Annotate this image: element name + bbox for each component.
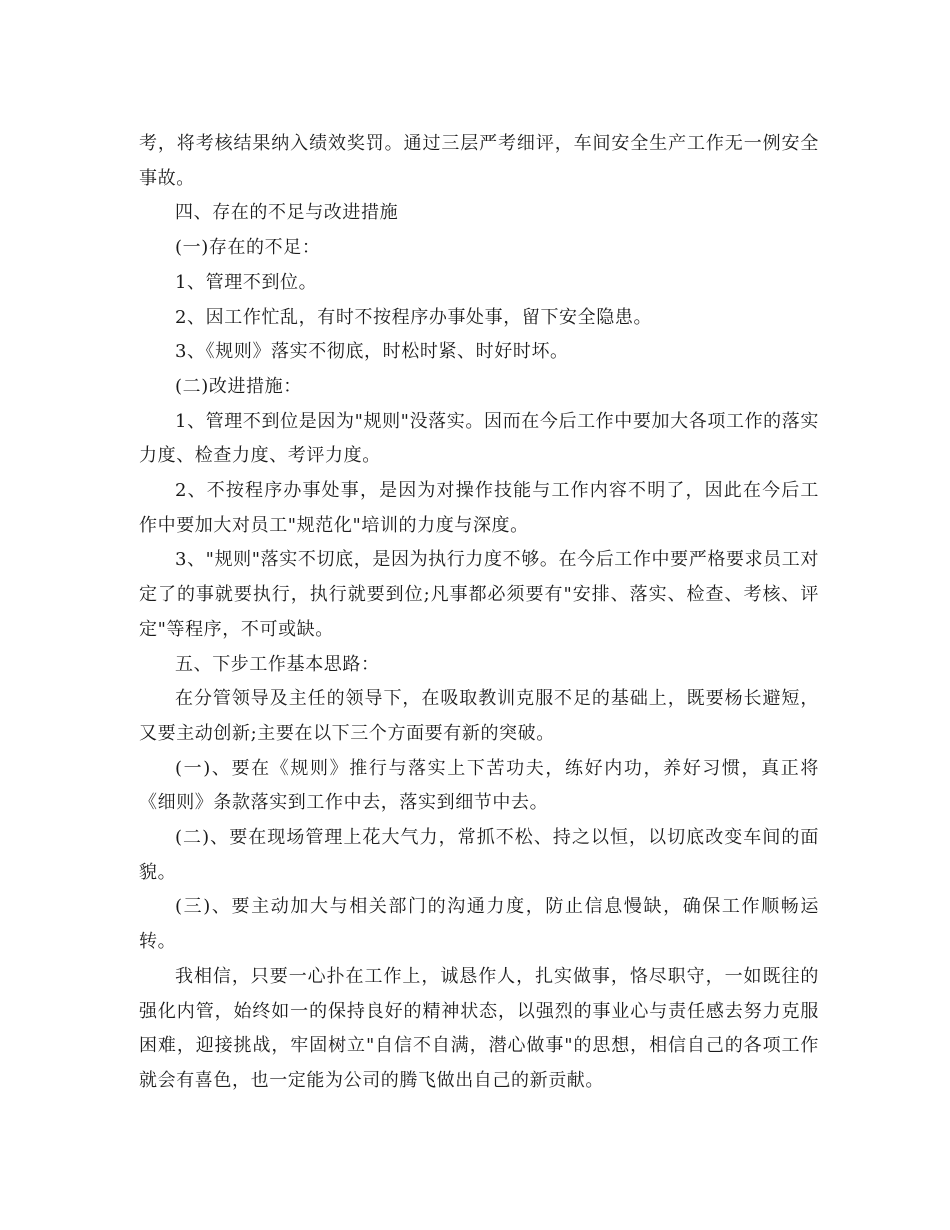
section-heading-shortcomings: 四、存在的不足与改进措施	[175, 202, 399, 224]
list-item: (二)、要在现场管理上花大气力，常抓不松、持之以恒，以切底改变车间的面貌。	[139, 827, 819, 883]
list-item: 2、不按程序办事处事，是因为对操作技能与工作内容不明了，因此在今后工作中要加大对员工"规范化"培训的力度与深度。	[139, 480, 819, 536]
list-item: 1、管理不到位。	[175, 271, 318, 293]
list-item: (三)、要主动加大与相关部门的沟通力度，防止信息慢缺，确保工作顺畅运转。	[139, 896, 819, 953]
paragraph-continuation: 考，将考核结果纳入绩效奖罚。通过三层严考细评，车间安全生产工作无一例安全事故。	[139, 133, 819, 189]
subheading-improvements: (二)改进措施：	[175, 375, 302, 397]
closing-paragraph: 我相信，只要一心扑在工作上，诚恳作人，扎实做事，恪尽职守，一如既往的强化内管，始终如一的保持良好的精神状态，以强烈的事业心与责任感去努力克服困难，迎接挑战，牢固树立"自信不自满，潜心做事"的思想，相信自己的各项工作就会有喜色，也一定能为公司的腾飞做出自己的新贡献。	[139, 965, 819, 1091]
subheading-shortcomings: (一)存在的不足：	[175, 237, 321, 259]
list-item: (一)、要在《规则》推行与落实上下苦功夫，练好内功，养好习惯，真正将《细则》条款落实到工作中去，落实到细节中去。	[139, 757, 819, 814]
list-item: 2、因工作忙乱，有时不按程序办事处事，留下安全隐患。	[175, 306, 653, 328]
section-heading-next-steps: 五、下步工作基本思路：	[175, 653, 380, 675]
list-item: 3、《规则》落实不彻底，时松时紧、时好时坏。	[175, 341, 569, 363]
document-body	[139, 127, 819, 1099]
list-item: 1、管理不到位是因为"规则"没落实。因而在今后工作中要加大各项工作的落实力度、检查力度、考评力度。	[139, 410, 819, 467]
paragraph: 在分管领导及主任的领导下，在吸取教训克服不足的基础上，既要杨长避短，又要主动创新;主要在以下三个方面要有新的突破。	[139, 688, 819, 744]
list-item: 3、"规则"落实不切底，是因为执行力度不够。在今后工作中要严格要求员工对定了的事就要执行，执行就要到位;凡事都必须要有"安排、落实、检查、考核、评定"等程序，不可或缺。	[139, 549, 819, 640]
